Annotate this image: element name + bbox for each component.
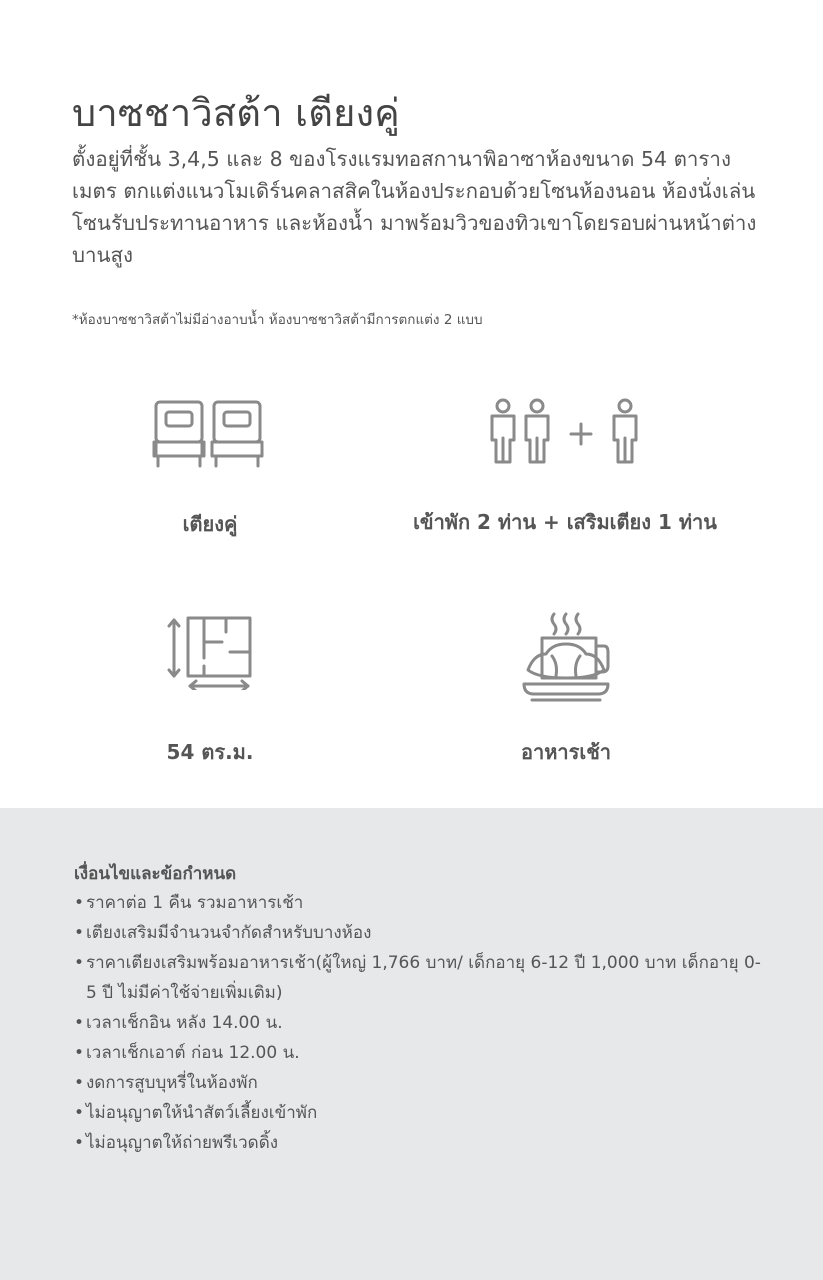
- feature-bed: [110, 398, 310, 540]
- terms-item: • ราคาเตียงเสริมพร้อมอาหารเช้า(ผู้ใหญ่ 1,766 บาท/ เด็กอายุ 6-12 ปี 1,000 บาท เด็กอายุ 0-5 ปี ไม่มีค่าใช้จ่ายเพิ่มเติม): [74, 948, 764, 1008]
- feature-guests-label: เข้าพัก 2 ท่าน + เสริมเตียง 1 ท่าน: [413, 510, 717, 534]
- feature-size-label: 54 ตร.ม.: [166, 740, 254, 764]
- room-description: ตั้งอยู่ที่ชั้น 3,4,5 และ 8 ของโรงแรมทอสกานาพิอาซาห้องขนาด 54 ตารางเมตร ตกแต่งแนวโมเดิร์นคลาสสิคในห้องประกอบด้วยโซนห้องนอน ห้องนั่งเล่นโซนรับประทานอาหาร และห้องน้ำ มาพร้อมวิวของทิวเขาโดยรอบผ่านหน้าต่างบานสูง: [72, 147, 757, 267]
- terms-item: • เวลาเช็กเอาต์ ก่อน 12.00 น.: [74, 1038, 764, 1068]
- floor-plan-icon: [166, 614, 254, 690]
- feature-size: [110, 614, 310, 768]
- twin-bed-icon: [152, 398, 268, 472]
- terms-item: • เตียงเสริมมีจำนวนจำกัดสำหรับบางห้อง: [74, 918, 764, 948]
- room-title: บาซชาวิสต้า เตียงคู่: [72, 91, 400, 135]
- terms-item: • ราคาต่อ 1 คืน รวมอาหารเช้า: [74, 888, 764, 918]
- terms-section: [0, 808, 823, 1280]
- feature-breakfast-label: อาหารเช้า: [520, 740, 612, 764]
- terms-list: [74, 888, 764, 1158]
- feature-bed-label: เตียงคู่: [182, 512, 238, 536]
- guests-icon: [487, 398, 643, 466]
- feature-breakfast: [466, 610, 666, 768]
- terms-title: เงื่อนไขและข้อกำหนด: [74, 864, 237, 884]
- breakfast-icon: [516, 610, 616, 710]
- terms-item: • ไม่อนุญาตให้ถ่ายพรีเวดดิ้ง: [74, 1128, 764, 1158]
- feature-guests: [390, 398, 740, 538]
- room-note: *ห้องบาซชาวิสต้าไม่มีอ่างอาบน้ำ ห้องบาซชาวิสต้ามีการตกแต่ง 2 แบบ: [72, 312, 483, 328]
- terms-item: • เวลาเช็กอิน หลัง 14.00 น.: [74, 1008, 764, 1038]
- terms-item: • ไม่อนุญาตให้นำสัตว์เลี้ยงเข้าพัก: [74, 1098, 764, 1128]
- terms-item: • งดการสูบบุหรี่ในห้องพัก: [74, 1068, 764, 1098]
